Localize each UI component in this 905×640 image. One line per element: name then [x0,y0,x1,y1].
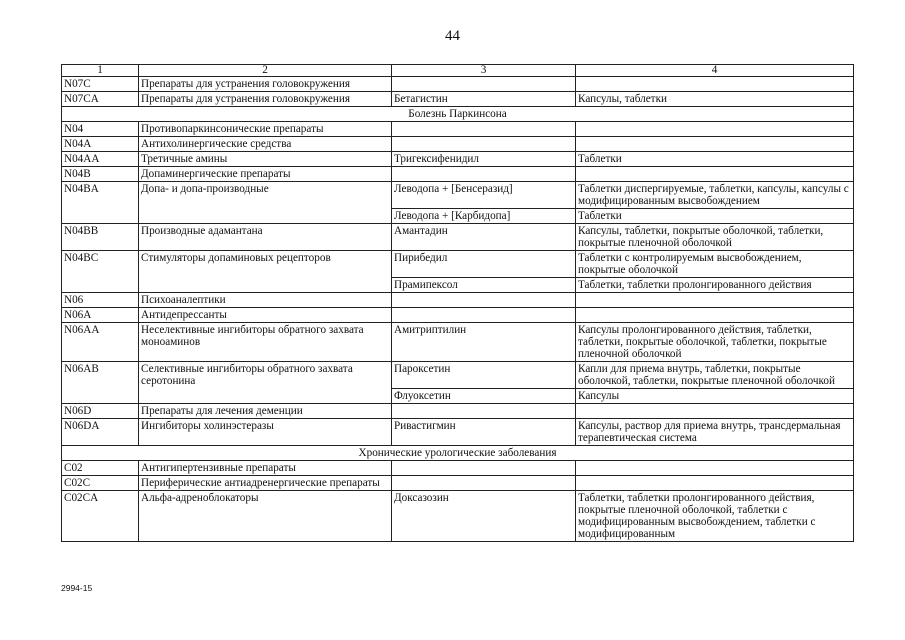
atc-code-cell: N04BB [62,224,139,251]
drug-group-cell: Селективные ингибиторы обратного захвата серотонина [139,362,392,404]
header-col-1: 1 [62,65,139,77]
footer-code: 2994-15 [61,583,93,593]
dosage-form-cell: Таблетки, таблетки пролонгированного действия, покрытые пленочной оболочкой, таблетки с модифицированным высвобождением, таблетки с модифицированным [576,491,854,542]
drug-group-cell: Препараты для устранения головокружения [139,77,392,92]
drug-group-cell: Антихолинергические средства [139,137,392,152]
header-col-2: 2 [139,65,392,77]
dosage-form-cell: Капсулы, таблетки, покрытые оболочкой, таблетки, покрытые пленочной оболочкой [576,224,854,251]
drug-table [61,64,854,542]
drug-group-cell: Антидепрессанты [139,308,392,323]
dosage-form-cell [576,476,854,491]
drug-name-cell: Тригексифенидил [392,152,576,167]
table-row [62,293,854,308]
dosage-form-cell [576,308,854,323]
atc-code-cell: N07C [62,77,139,92]
atc-code-cell: N06AB [62,362,139,404]
drug-name-cell: Леводопа + [Бенсеразид] [392,182,576,209]
dosage-form-cell [576,167,854,182]
table-row [62,77,854,92]
dosage-form-cell [576,77,854,92]
drug-name-cell [392,293,576,308]
table-row [62,182,854,209]
drug-name-cell [392,77,576,92]
atc-code-cell: N06 [62,293,139,308]
drug-name-cell: Ривастигмин [392,419,576,446]
section-title: Болезнь Паркинсона [62,107,854,122]
atc-code-cell: N06DA [62,419,139,446]
drug-group-cell: Препараты для лечения деменции [139,404,392,419]
table-row [62,362,854,389]
dosage-form-cell: Таблетки диспергируемые, таблетки, капсулы, капсулы с модифицированным высвобождением [576,182,854,209]
drug-name-cell [392,122,576,137]
drug-group-cell: Альфа-адреноблокаторы [139,491,392,542]
table-row [62,122,854,137]
drug-name-cell: Амантадин [392,224,576,251]
drug-group-cell: Третичные амины [139,152,392,167]
drug-name-cell: Пирибедил [392,251,576,278]
dosage-form-cell: Капсулы, таблетки [576,92,854,107]
drug-name-cell [392,137,576,152]
drug-name-cell [392,404,576,419]
drug-group-cell: Противопаркинсонические препараты [139,122,392,137]
atc-code-cell: N04BA [62,182,139,224]
table-row [62,251,854,278]
drug-group-cell: Периферические антиадренергические препараты [139,476,392,491]
drug-name-cell: Флуоксетин [392,389,576,404]
drug-name-cell: Амитриптилин [392,323,576,362]
dosage-form-cell [576,404,854,419]
drug-name-cell: Леводопа + [Карбидопа] [392,209,576,224]
section-row [62,446,854,461]
table-row [62,152,854,167]
table-row [62,323,854,362]
dosage-form-cell: Капли для приема внутрь, таблетки, покрытые оболочкой, таблетки, покрытые пленочной оболочкой [576,362,854,389]
table-row [62,167,854,182]
table-row [62,224,854,251]
atc-code-cell: N04B [62,167,139,182]
table-row [62,461,854,476]
atc-code-cell: C02C [62,476,139,491]
section-row [62,107,854,122]
drug-name-cell: Пароксетин [392,362,576,389]
drug-group-cell: Ингибиторы холинэстеразы [139,419,392,446]
atc-code-cell: C02 [62,461,139,476]
atc-code-cell: C02CA [62,491,139,542]
atc-code-cell: N06A [62,308,139,323]
table-row [62,476,854,491]
header-row [62,65,854,77]
dosage-form-cell: Таблетки [576,152,854,167]
dosage-form-cell: Таблетки, таблетки пролонгированного действия [576,278,854,293]
drug-name-cell: Бетагистин [392,92,576,107]
header-col-3: 3 [392,65,576,77]
table-row [62,404,854,419]
table-row [62,137,854,152]
drug-group-cell: Допаминергические препараты [139,167,392,182]
drug-name-cell [392,461,576,476]
table-row [62,308,854,323]
dosage-form-cell [576,293,854,308]
table-row [62,491,854,542]
table-row [62,419,854,446]
drug-group-cell: Психоаналептики [139,293,392,308]
atc-code-cell: N07CA [62,92,139,107]
section-title: Хронические урологические заболевания [62,446,854,461]
dosage-form-cell: Таблетки с контролируемым высвобождением, покрытые оболочкой [576,251,854,278]
dosage-form-cell: Капсулы [576,389,854,404]
drug-name-cell [392,476,576,491]
drug-group-cell: Препараты для устранения головокружения [139,92,392,107]
drug-name-cell [392,167,576,182]
atc-code-cell: N04AA [62,152,139,167]
drug-name-cell: Доксазозин [392,491,576,542]
table-row [62,92,854,107]
table-body [62,77,854,542]
drug-name-cell [392,308,576,323]
dosage-form-cell [576,137,854,152]
drug-group-cell: Антигипертензивные препараты [139,461,392,476]
drug-group-cell: Допа- и допа-производные [139,182,392,224]
dosage-form-cell [576,461,854,476]
dosage-form-cell: Таблетки [576,209,854,224]
atc-code-cell: N04A [62,137,139,152]
header-col-4: 4 [576,65,854,77]
drug-group-cell: Производные адамантана [139,224,392,251]
dosage-form-cell [576,122,854,137]
dosage-form-cell: Капсулы, раствор для приема внутрь, трансдермальная терапевтическая система [576,419,854,446]
drug-group-cell: Стимуляторы допаминовых рецепторов [139,251,392,293]
drug-name-cell: Прамипексол [392,278,576,293]
atc-code-cell: N04 [62,122,139,137]
atc-code-cell: N06D [62,404,139,419]
atc-code-cell: N04BC [62,251,139,293]
dosage-form-cell: Капсулы пролонгированного действия, таблетки, таблетки, покрытые оболочкой, таблетки, покрытые пленочной оболочкой [576,323,854,362]
page-number: 44 [445,28,460,44]
drug-group-cell: Неселективные ингибиторы обратного захвата моноаминов [139,323,392,362]
atc-code-cell: N06AA [62,323,139,362]
